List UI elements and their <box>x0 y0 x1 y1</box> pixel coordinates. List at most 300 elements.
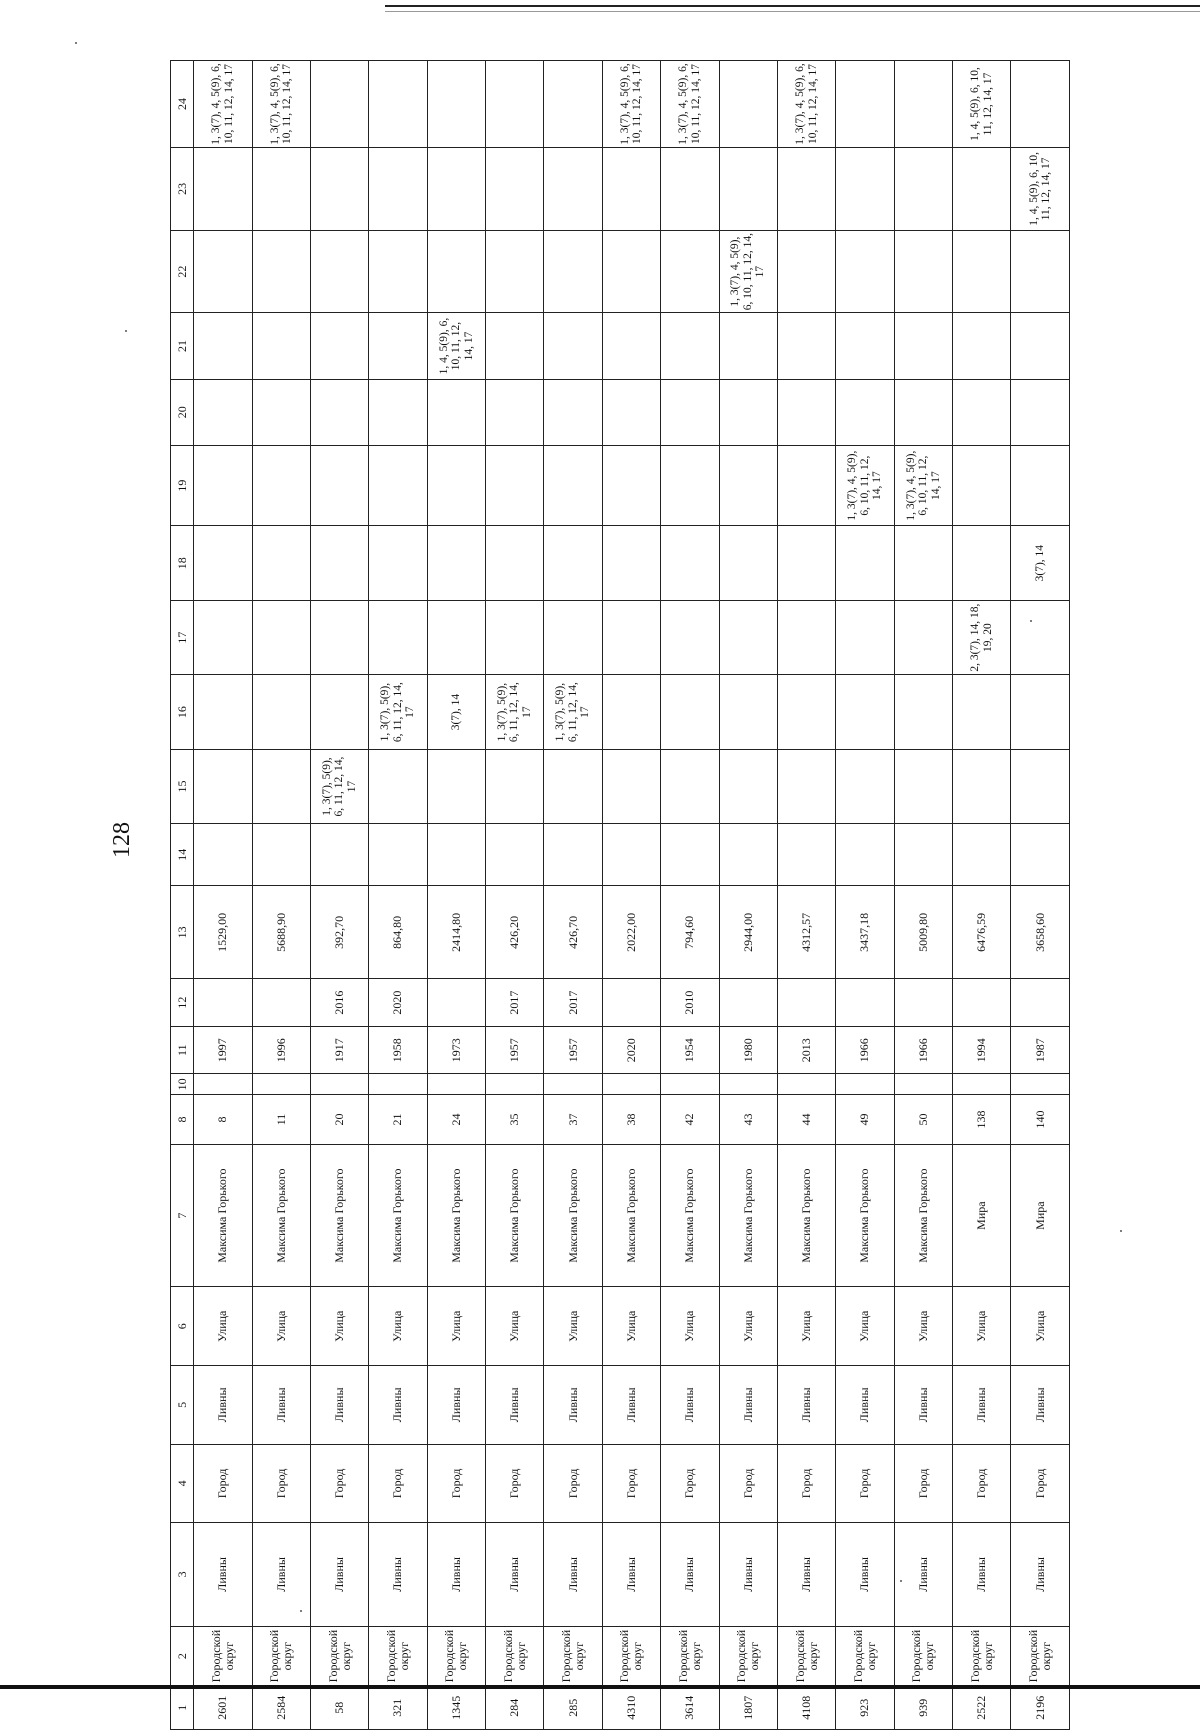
table-cell: Городской округ <box>1011 1626 1070 1686</box>
table-cell <box>777 148 835 231</box>
table-cell <box>894 61 952 148</box>
table-cell: Ливны <box>1011 1366 1070 1445</box>
table-cell <box>777 675 835 749</box>
table-cell: Улица <box>602 1287 660 1366</box>
table-cell: 1, 3(7), 4, 5(9), 6, 10, 11, 12, 14, 17 <box>602 61 660 148</box>
table-cell: Максима Горького <box>310 1144 368 1287</box>
table-cell: 42 <box>661 1095 719 1145</box>
table-cell <box>427 824 485 886</box>
column-number: 11 <box>171 1026 194 1074</box>
table-cell: Ливны <box>777 1366 835 1445</box>
table-row <box>427 61 485 1730</box>
table-cell <box>252 824 310 886</box>
table-cell: 1987 <box>1011 1026 1070 1074</box>
table-cell <box>602 148 660 231</box>
table-cell <box>719 675 777 749</box>
table-cell: 1, 3(7), 5(9), 6, 11, 12, 14, 17 <box>310 749 368 823</box>
table-cell <box>194 979 252 1027</box>
table-cell <box>369 148 427 231</box>
table-cell: Город <box>427 1444 485 1523</box>
table-cell: 11 <box>252 1095 310 1145</box>
table-cell: Город <box>544 1444 602 1523</box>
table-cell: Город <box>486 1444 544 1523</box>
table-cell: Ливны <box>777 1523 835 1626</box>
table-cell: 1, 3(7), 4, 5(9), 6, 10, 11, 12, 14, 17 <box>836 445 894 526</box>
column-number: 20 <box>171 379 194 445</box>
table-row <box>486 61 544 1730</box>
table-cell <box>252 675 310 749</box>
table-cell: 2601 <box>194 1686 252 1729</box>
table-cell: 2196 <box>1011 1686 1070 1729</box>
table-cell: Город <box>719 1444 777 1523</box>
table-cell <box>310 526 368 600</box>
table-cell: 1, 3(7), 4, 5(9), 6, 10, 11, 12, 14, 17 <box>194 61 252 148</box>
table-cell: Ливны <box>310 1366 368 1445</box>
table-cell: Ливны <box>486 1366 544 1445</box>
table-cell <box>661 526 719 600</box>
table-cell: 3(7), 14 <box>427 675 485 749</box>
table-cell: 2013 <box>777 1026 835 1074</box>
table-cell <box>953 526 1011 600</box>
table-cell <box>544 749 602 823</box>
scan-speck <box>125 330 127 332</box>
column-number: 15 <box>171 749 194 823</box>
table-cell <box>661 230 719 313</box>
table-row <box>836 61 894 1730</box>
table-cell <box>369 379 427 445</box>
table-cell: 1957 <box>486 1026 544 1074</box>
table-cell: Ливны <box>369 1523 427 1626</box>
table-cell: Ливны <box>661 1523 719 1626</box>
table-cell <box>777 379 835 445</box>
table-cell <box>777 445 835 526</box>
table-cell: Улица <box>310 1287 368 1366</box>
table-cell: 4312,57 <box>777 886 835 979</box>
table-cell <box>544 148 602 231</box>
table-cell <box>836 749 894 823</box>
table-cell: Ливны <box>602 1366 660 1445</box>
table-cell: Ливны <box>544 1523 602 1626</box>
table-cell <box>777 600 835 674</box>
table-cell <box>953 148 1011 231</box>
column-number-row <box>171 61 194 1730</box>
table-cell: 2522 <box>953 1686 1011 1729</box>
table-cell: 1966 <box>836 1026 894 1074</box>
table-cell <box>486 824 544 886</box>
table-cell: Мира <box>1011 1144 1070 1287</box>
table-cell: 284 <box>486 1686 544 1729</box>
table-cell <box>544 526 602 600</box>
table-cell <box>427 230 485 313</box>
table-cell <box>602 379 660 445</box>
table-cell <box>544 445 602 526</box>
table-cell <box>486 61 544 148</box>
table-cell: Ливны <box>836 1366 894 1445</box>
table-cell <box>602 230 660 313</box>
table-cell <box>427 445 485 526</box>
column-number: 21 <box>171 313 194 379</box>
table-cell <box>836 675 894 749</box>
table-cell <box>836 1074 894 1095</box>
table-cell: Ливны <box>544 1366 602 1445</box>
table-cell <box>369 526 427 600</box>
table-cell <box>486 230 544 313</box>
table-cell: 5688,90 <box>252 886 310 979</box>
table-cell: 4310 <box>602 1686 660 1729</box>
table-cell: Городской округ <box>369 1626 427 1686</box>
table-cell: 1997 <box>194 1026 252 1074</box>
table-cell: 1, 3(7), 4, 5(9), 6, 10, 11, 12, 14, 17 <box>719 230 777 313</box>
table-cell <box>1011 61 1070 148</box>
table-cell <box>1011 675 1070 749</box>
table-cell <box>719 526 777 600</box>
table-cell: 3614 <box>661 1686 719 1729</box>
table-row <box>544 61 602 1730</box>
table-cell: Город <box>836 1444 894 1523</box>
table-cell <box>544 313 602 379</box>
table-cell <box>1011 749 1070 823</box>
table-cell <box>194 230 252 313</box>
table-cell <box>777 749 835 823</box>
table-cell: Ливны <box>894 1523 952 1626</box>
table-cell: Городской округ <box>661 1626 719 1686</box>
table-cell: Мира <box>953 1144 1011 1287</box>
table-cell <box>310 600 368 674</box>
table-cell <box>719 824 777 886</box>
table-cell: 1, 3(7), 4, 5(9), 6, 10, 11, 12, 14, 17 <box>894 445 952 526</box>
table-cell: Улица <box>719 1287 777 1366</box>
table-cell <box>194 749 252 823</box>
table-cell: 49 <box>836 1095 894 1145</box>
table-cell: 1, 3(7), 5(9), 6, 11, 12, 14, 17 <box>544 675 602 749</box>
bottom-rule <box>0 1685 1200 1689</box>
table-cell: 1957 <box>544 1026 602 1074</box>
table-cell <box>661 675 719 749</box>
table-cell <box>194 526 252 600</box>
table-cell: Улица <box>777 1287 835 1366</box>
table-cell <box>486 526 544 600</box>
table-cell: Ливны <box>719 1366 777 1445</box>
table-cell <box>661 1074 719 1095</box>
table-cell: 58 <box>310 1686 368 1729</box>
table-cell: 426,70 <box>544 886 602 979</box>
table-cell: 2017 <box>486 979 544 1027</box>
table-cell: Ливны <box>427 1366 485 1445</box>
column-number: 16 <box>171 675 194 749</box>
table-cell <box>661 148 719 231</box>
table-cell <box>661 445 719 526</box>
column-number: 17 <box>171 600 194 674</box>
column-number: 6 <box>171 1287 194 1366</box>
table-cell <box>194 445 252 526</box>
table-cell <box>252 313 310 379</box>
table-cell <box>194 379 252 445</box>
table-cell <box>894 749 952 823</box>
table-cell <box>836 61 894 148</box>
table-cell: Ливны <box>1011 1523 1070 1626</box>
table-cell <box>719 313 777 379</box>
table-cell <box>310 148 368 231</box>
table-cell <box>777 1074 835 1095</box>
table-cell <box>194 675 252 749</box>
table-cell: Максима Горького <box>836 1144 894 1287</box>
table-cell <box>836 526 894 600</box>
table-cell <box>544 379 602 445</box>
table-cell <box>777 979 835 1027</box>
table-cell: 1973 <box>427 1026 485 1074</box>
table-cell <box>252 1074 310 1095</box>
column-number: 14 <box>171 824 194 886</box>
table-cell <box>661 379 719 445</box>
table-cell: Город <box>894 1444 952 1523</box>
table-row <box>369 61 427 1730</box>
table-cell <box>194 600 252 674</box>
table-cell <box>310 1074 368 1095</box>
table-cell <box>427 379 485 445</box>
table-cell <box>194 824 252 886</box>
table-cell: 1, 3(7), 4, 5(9), 6, 10, 11, 12, 14, 17 <box>252 61 310 148</box>
table-cell: Максима Горького <box>369 1144 427 1287</box>
table-cell: 35 <box>486 1095 544 1145</box>
table-cell: Город <box>194 1444 252 1523</box>
table-cell <box>310 230 368 313</box>
table-cell: 1, 3(7), 5(9), 6, 11, 12, 14, 17 <box>486 675 544 749</box>
table-cell: Городской округ <box>486 1626 544 1686</box>
table-cell <box>602 600 660 674</box>
column-number: 8 <box>171 1095 194 1145</box>
table-cell <box>894 600 952 674</box>
column-number: 5 <box>171 1366 194 1445</box>
table-row <box>953 61 1011 1730</box>
column-number: 2 <box>171 1626 194 1686</box>
table-cell <box>369 230 427 313</box>
column-number: 3 <box>171 1523 194 1626</box>
table-cell: 21 <box>369 1095 427 1145</box>
table-row <box>602 61 660 1730</box>
table-cell: Городской округ <box>894 1626 952 1686</box>
table-row <box>1011 61 1070 1730</box>
table-cell <box>719 379 777 445</box>
table-cell <box>894 148 952 231</box>
table-cell: Город <box>777 1444 835 1523</box>
column-number: 22 <box>171 230 194 313</box>
table-cell: 2584 <box>252 1686 310 1729</box>
table-cell: Улица <box>486 1287 544 1366</box>
table-cell: Город <box>252 1444 310 1523</box>
table-cell <box>953 979 1011 1027</box>
table-cell: Улица <box>894 1287 952 1366</box>
table-cell <box>1011 445 1070 526</box>
table-cell <box>953 675 1011 749</box>
table-cell <box>252 148 310 231</box>
table-cell: 3437,18 <box>836 886 894 979</box>
table-cell: Ливны <box>836 1523 894 1626</box>
table-cell: Ливны <box>369 1366 427 1445</box>
table-cell: Ливны <box>953 1366 1011 1445</box>
table-cell: Максима Горького <box>486 1144 544 1287</box>
scan-speck <box>1120 1230 1122 1232</box>
table-cell: Ливны <box>427 1523 485 1626</box>
table-cell <box>194 148 252 231</box>
table-cell <box>310 379 368 445</box>
table-cell <box>894 979 952 1027</box>
scan-speck <box>300 1610 302 1612</box>
table-cell: Ливны <box>252 1366 310 1445</box>
table-cell <box>544 1074 602 1095</box>
scan-speck <box>900 1580 902 1582</box>
table-cell: Максима Горького <box>544 1144 602 1287</box>
table-cell <box>544 61 602 148</box>
table-cell <box>661 600 719 674</box>
table-cell: 939 <box>894 1686 952 1729</box>
table-cell: 2944,00 <box>719 886 777 979</box>
table-cell <box>544 230 602 313</box>
top-rule <box>385 5 1200 7</box>
table-cell <box>544 824 602 886</box>
table-cell <box>194 1074 252 1095</box>
table-cell: Максима Горького <box>602 1144 660 1287</box>
table-cell <box>953 749 1011 823</box>
column-number: 18 <box>171 526 194 600</box>
table-cell: Максима Горького <box>894 1144 952 1287</box>
table-cell: 1, 3(7), 4, 5(9), 6, 10, 11, 12, 14, 17 <box>661 61 719 148</box>
table-cell <box>369 749 427 823</box>
table-cell <box>252 445 310 526</box>
table-cell: 5009,80 <box>894 886 952 979</box>
table-cell: Городской округ <box>836 1626 894 1686</box>
table-cell <box>486 749 544 823</box>
table-cell <box>836 313 894 379</box>
table-cell <box>894 824 952 886</box>
table-cell <box>427 749 485 823</box>
table-cell: 1980 <box>719 1026 777 1074</box>
table-cell <box>1011 313 1070 379</box>
table-cell: Город <box>1011 1444 1070 1523</box>
table-cell: Ливны <box>252 1523 310 1626</box>
table-cell: Городской округ <box>602 1626 660 1686</box>
table-cell: Улица <box>369 1287 427 1366</box>
table-row <box>252 61 310 1730</box>
table-cell: 6476,59 <box>953 886 1011 979</box>
table-cell: Улица <box>953 1287 1011 1366</box>
table-cell: Максима Горького <box>777 1144 835 1287</box>
column-number: 7 <box>171 1144 194 1287</box>
table-cell <box>1011 979 1070 1027</box>
scan-speck <box>1030 620 1032 622</box>
table-cell: Город <box>953 1444 1011 1523</box>
table-cell: Городской округ <box>544 1626 602 1686</box>
top-rule-thin <box>385 11 1200 12</box>
table-cell: 4108 <box>777 1686 835 1729</box>
table-cell <box>719 1074 777 1095</box>
table-cell <box>486 445 544 526</box>
table-cell <box>894 379 952 445</box>
table-cell: 1, 4, 5(9), 6, 10, 11, 12, 14, 17 <box>1011 148 1070 231</box>
table-cell: 1529,00 <box>194 886 252 979</box>
table-cell <box>486 379 544 445</box>
table-cell <box>1011 379 1070 445</box>
table-cell: 140 <box>1011 1095 1070 1145</box>
table-cell <box>427 600 485 674</box>
table-cell: Городской округ <box>777 1626 835 1686</box>
table-row <box>777 61 835 1730</box>
table-cell: 2, 3(7), 14, 18, 19, 20 <box>953 600 1011 674</box>
table-cell <box>777 313 835 379</box>
table-cell: Улица <box>544 1287 602 1366</box>
table-cell: 2414,80 <box>427 886 485 979</box>
table-cell <box>369 824 427 886</box>
table-cell <box>719 148 777 231</box>
table-cell <box>719 600 777 674</box>
table-cell <box>310 824 368 886</box>
table-cell <box>369 445 427 526</box>
column-number: 24 <box>171 61 194 148</box>
table-cell: 2020 <box>602 1026 660 1074</box>
table-cell: 8 <box>194 1095 252 1145</box>
table-cell <box>719 445 777 526</box>
table-cell: Максима Горького <box>427 1144 485 1287</box>
table-cell: 1966 <box>894 1026 952 1074</box>
table-cell: Городской округ <box>719 1626 777 1686</box>
table-cell: Улица <box>252 1287 310 1366</box>
table-cell <box>194 313 252 379</box>
table-cell <box>310 445 368 526</box>
column-number: 12 <box>171 979 194 1027</box>
table-cell <box>894 675 952 749</box>
table-cell <box>310 313 368 379</box>
register-table-rotated <box>170 60 1070 1730</box>
table-cell <box>836 600 894 674</box>
table-cell <box>602 749 660 823</box>
table-cell: 1996 <box>252 1026 310 1074</box>
table-cell <box>953 230 1011 313</box>
table-cell <box>310 675 368 749</box>
table-cell: 3658,60 <box>1011 886 1070 979</box>
table-cell <box>369 600 427 674</box>
table-cell: 3(7), 14 <box>1011 526 1070 600</box>
table-cell: 44 <box>777 1095 835 1145</box>
table-cell: Максима Горького <box>252 1144 310 1287</box>
table-cell: 20 <box>310 1095 368 1145</box>
table-cell <box>1011 824 1070 886</box>
table-cell: 1, 3(7), 5(9), 6, 11, 12, 14, 17 <box>369 675 427 749</box>
table-cell: Ливны <box>310 1523 368 1626</box>
table-row <box>894 61 952 1730</box>
table-cell <box>836 824 894 886</box>
table-cell <box>719 979 777 1027</box>
table-cell <box>953 379 1011 445</box>
table-cell: 43 <box>719 1095 777 1145</box>
table-cell: Городской округ <box>310 1626 368 1686</box>
table-cell <box>661 313 719 379</box>
table-cell <box>719 61 777 148</box>
table-cell: Город <box>369 1444 427 1523</box>
table-cell: Ливны <box>719 1523 777 1626</box>
table-cell <box>894 230 952 313</box>
table-cell: Городской округ <box>252 1626 310 1686</box>
table-cell <box>252 979 310 1027</box>
table-cell: Город <box>310 1444 368 1523</box>
table-cell <box>1011 230 1070 313</box>
table-cell <box>1011 600 1070 674</box>
table-row <box>194 61 252 1730</box>
table-cell <box>252 379 310 445</box>
table-cell: Максима Горького <box>719 1144 777 1287</box>
table-cell: 1954 <box>661 1026 719 1074</box>
scan-speck <box>75 42 77 44</box>
table-cell <box>661 749 719 823</box>
table-cell <box>369 313 427 379</box>
